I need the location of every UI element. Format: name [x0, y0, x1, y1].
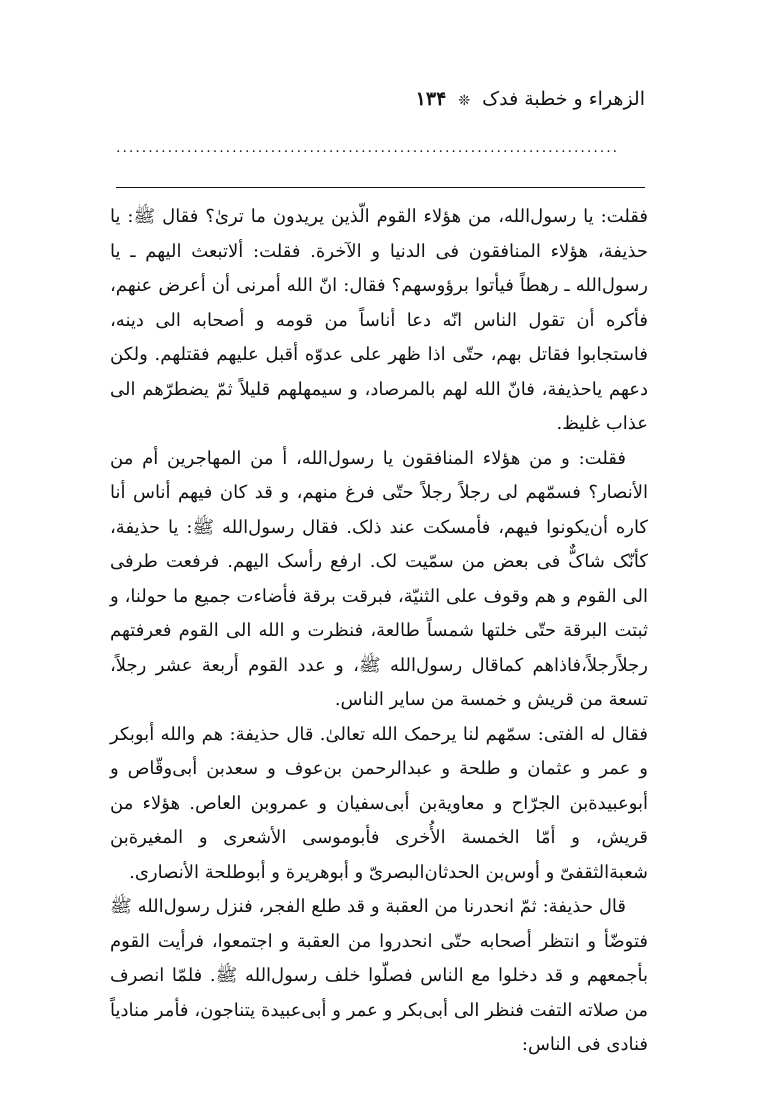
- paragraph-3: فقال له الفتى: سمّهم لنا يرحمک الله تعالىٰ. قال حذيفة: هم والله أبوبكر و عمر و عثمان و طلحة و عبدالرحمن بن‌عوف و سعدبن أبى‌وقّاص و أبوعبيدة‌بن الجرّاح و معاوية‌بن أبى‌سفيان و عمروبن العاص. هؤلاء من قريش، و أمّا الخمسة الأُخرى فأبوموسى الأشعرى و المغيرة‌بن شعبة‌الثقفىّ و أوس‌بن الحدثان‌البصرىّ و أبوهريرة و أبوطلحة الأنصارى.: [110, 723, 648, 883]
- body-text: [110, 200, 648, 1063]
- horizontal-rule: [116, 187, 645, 188]
- paragraph-2: فقلت: و من هؤلاء المنافقون يا رسول‌الله، أ من المهاجرين أم من الأنصار؟ فسمّهم لى رجلاً رجلاً حتّى فرغ منهم، و قد كان فيهم أناس أنا كاره أن‌يكونوا فيهم، فأمسكت عند ذلک. فقال رسول‌الله ﷺ: يا حذيفة، كأنّک شاکٌّ فى بعض من سمّيت لک. ارفع رأسک اليهم. فرفعت طرفى الى القوم و هم وقوف على الثنيّة، فبرقت برقة فأضاءت جميع ما حولنا، و ثبتت البرقة حتّى خلتها شمساً طالعة، فنظرت و الله الى القوم فعرفتهم رجلاًرجلاً،فاذاهم كماقال رسول‌الله ﷺ، و عدد القوم أربعة عشر رجلاً، تسعة من قريش و خمسة من ساير الناس.: [110, 447, 648, 710]
- paragraph-1: فقلت: يا رسول‌الله، من هؤلاء القوم الّذين يريدون ما ترىٰ؟ فقال ﷺ: يا حذيفة، هؤلاء المنافقون فى الدنيا و الآخرة. فقلت: ألاتبعث اليهم ـ يا رسول‌الله ـ رهطاً فيأتوا برؤوسهم؟ فقال: انّ الله أمرنى أن أعرض عنهم، فأكره أن تقول الناس انّه دعا أناساً من قومه و أصحابه الى دينه، فاستجابوا فقاتل بهم، حتّى اذا ظهر على عدوّه أقبل عليهم فقتلهم. ولكن دعهم ياحذيفة، فانّ الله لهم بالمرصاد، و سيمهلهم قليلاً ثمّ يضطرّهم الى عذاب غليظ.: [110, 206, 648, 434]
- running-header: [416, 88, 645, 110]
- header-ornament-icon: ❊: [458, 93, 471, 109]
- dotted-divider: ..............................................................................: [116, 140, 620, 154]
- header-title: الزهراء و خطبة فدک: [482, 88, 645, 110]
- paragraph-4: قال حذيفة: ثمّ انحدرنا من العقبة و قد طلع الفجر، فنزل رسول‌الله ﷺ فتوضّأ و انتظر أصحابه حتّى انحدروا من العقبة و اجتمعوا، فرأيت القوم بأجمعهم و قد دخلوا مع الناس فصلّوا خلف رسول‌الله ﷺ. فلمّا انصرف من صلاته التفت فنظر الى أبى‌بكر و عمر و أبى‌عبيدة يتناجون، فأمر منادياً فنادى فى الناس:: [110, 896, 648, 1055]
- page-number: ١٣۴: [415, 88, 447, 110]
